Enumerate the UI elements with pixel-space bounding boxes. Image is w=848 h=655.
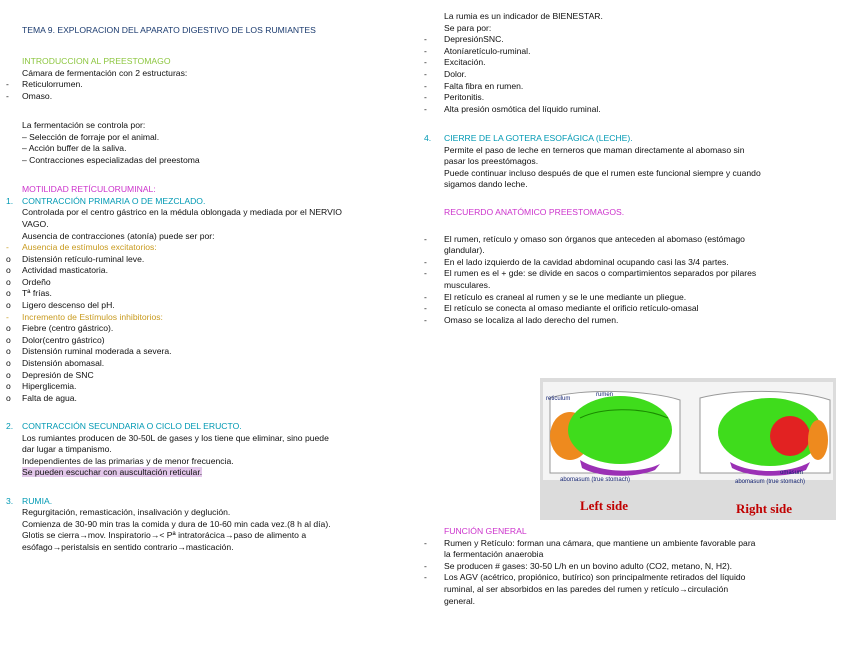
section-4-heading: [424, 133, 844, 145]
list-item-text: Dolor(centro gástrico): [22, 334, 105, 345]
paragraph-line: Regurgitación, remasticación, insalivación y deglución.: [22, 507, 231, 518]
paragraph-line: Comienza de 30-90 min tras la comida y dura de 10-60 min cada vez.(8 h al día).: [22, 518, 331, 529]
section-1-heading: [0, 196, 412, 208]
list-item-continuation: glandular).: [444, 245, 485, 256]
list-item: - DepresiónSNC.: [424, 34, 504, 45]
section-title: CONTRACCIÓN PRIMARIA O DE MEZCLADO.: [22, 195, 206, 206]
intro-line: Cámara de fermentación con 2 estructuras:: [22, 67, 188, 78]
list-item-text: En el lado izquierdo de la cavidad abdominal ocupando casi las 3/4 partes.: [444, 256, 729, 267]
list-item-text: Contracciones especializadas del preestoma: [29, 154, 200, 165]
list-item-text: Fiebre (centro gástrico).: [22, 323, 114, 334]
motility-heading: MOTILIDAD RETÍCULORUMINAL:: [22, 184, 156, 195]
ferm-line: La fermentación se controla por:: [22, 120, 146, 131]
list-item: - El rumen, retículo y omaso son órganos que anteceden al abomaso (estómago: [424, 233, 745, 244]
list-item: - Reticulorrumen.: [6, 79, 83, 90]
paragraph-line: Puede continuar incluso después de que el rumen este funcional siempre y cuando: [444, 167, 761, 178]
label-rumen: rumen: [596, 392, 614, 398]
list-item: - En el lado izquierdo de la cavidad abdominal ocupando casi las 3/4 partes.: [424, 256, 729, 267]
label-reticulum: reticulum: [546, 396, 571, 402]
list-item: o Distensión retículo-ruminal leve.: [6, 253, 145, 264]
section-number: 1.: [6, 195, 14, 206]
paragraph-line: pasar los preestómagos.: [444, 156, 539, 167]
rumia-line: La rumia es un indicador de BIENESTAR.: [444, 11, 603, 21]
list-item-text: Tª frías.: [22, 288, 52, 299]
list-item-text: Excitación.: [444, 57, 486, 68]
list-item-text: Selección de forraje por el animal.: [29, 131, 160, 142]
right-column: [424, 0, 844, 326]
list-item-text: Distensión abomasal.: [22, 358, 105, 369]
paragraph-line: sigamos dando leche.: [444, 179, 528, 190]
section-title: CONTRACCIÓN SECUNDARIA O CICLO DEL ERUCTO.: [22, 421, 242, 431]
list-item-text: El retículo se conecta al omaso mediante el orificio retículo-omasal: [444, 303, 699, 314]
paragraph-line: dar lugar a timpanismo.: [22, 444, 112, 455]
list-item: - Falta fibra en rumen.: [424, 80, 524, 91]
caption-right-side: Right side: [736, 501, 792, 516]
list-item-text: Rumen y Retículo: forman una cámara, que mantiene un ambiente favorable para: [444, 537, 756, 548]
list-item: o Hiperglicemia.: [6, 381, 77, 392]
list-item-text: Alta presión osmótica del líquido ruminal.: [444, 103, 601, 114]
paragraph-line: VAGO.: [22, 218, 49, 229]
list-item-text: Distensión ruminal moderada a severa.: [22, 346, 172, 357]
list-item-continuation: la fermentación anaerobia: [444, 549, 544, 560]
paragraph-line: Controlada por el centro gástrico en la médula oblongada y mediada por el NERVIO: [22, 207, 342, 218]
funcion-heading: FUNCIÓN GENERAL: [444, 526, 527, 536]
paragraph-line: Glotis se cierra→mov. Inspiratorio→< Pª intratorácica→paso de alimento a: [22, 530, 307, 541]
section-number: 3.: [6, 495, 14, 506]
list-item: - Omaso.: [6, 90, 53, 101]
subheading-text: Incremento de Estímulos inhibitorios:: [22, 311, 163, 322]
list-item-text: Los AGV (acétrico, propiónico, butírico) son principalmente retirados del líquido: [444, 572, 746, 583]
funcion-section: [424, 526, 844, 607]
paragraph-line: Ausencia de contracciones (atonía) puede ser por:: [22, 230, 215, 241]
list-item-text: El retículo es craneal al rumen y se le une mediante un pliegue.: [444, 291, 687, 302]
list-item: o Actividad masticatoria.: [6, 265, 108, 276]
list-item: - Se producen # gases: 30-50 L/h en un bovino adulto (CO2, metano, N, H2).: [424, 560, 733, 571]
label-abomasum-left: abomasum (true stomach): [560, 477, 631, 483]
intro-heading: INTRODUCCION AL PREESTOMAGO: [22, 56, 171, 67]
list-item: o Distensión abomasal.: [6, 358, 105, 369]
highlighted-line: [0, 467, 412, 479]
list-item: - Dolor.: [424, 68, 467, 79]
list-item-continuation: general.: [444, 595, 476, 606]
list-item: - Excitación.: [424, 57, 486, 68]
list-item-text: Distensión retículo-ruminal leve.: [22, 253, 145, 264]
list-item: - Rumen y Retículo: forman una cámara, que mantiene un ambiente favorable para: [424, 537, 756, 548]
highlight-text: Se pueden escuchar con auscultación reticular.: [22, 467, 203, 478]
left-column: [0, 0, 412, 554]
list-item: – Contracciones especializadas del preestoma: [22, 154, 200, 165]
list-item: - El retículo es craneal al rumen y se le une mediante un pliegue.: [424, 291, 687, 302]
list-item-text: Hiperglicemia.: [22, 381, 77, 392]
list-item: - Atoníaretículo-ruminal.: [424, 45, 531, 56]
list-item-continuation: ruminal, al ser absorbidos en las paredes del rumen y retículo→circulación: [444, 583, 729, 594]
list-item: - El rumen es el + gde: se divide en sacos o compartimientos separados por pilares: [424, 268, 757, 279]
list-item: – Acción buffer de la saliva.: [22, 143, 127, 154]
list-item: o Tª frías.: [6, 288, 52, 299]
list-item-text: Acción buffer de la saliva.: [28, 143, 127, 154]
list-item: o Fiebre (centro gástrico).: [6, 323, 114, 334]
label-omasum: omasum: [780, 470, 804, 476]
list-item: o Ligero descenso del pH.: [6, 300, 115, 311]
list-item-text: Se producen # gases: 30-50 L/h en un bovino adulto (CO2, metano, N, H2).: [444, 560, 733, 571]
paragraph-line: Los rumiantes producen de 30-50L de gases y los tiene que eliminar, sino puede: [22, 432, 329, 443]
section-title: CIERRE DE LA GOTERA ESOFÁGICA (LECHE).: [444, 132, 633, 143]
stomach-diagram: [540, 378, 836, 520]
list-item: – Selección de forraje por el animal.: [22, 131, 160, 142]
paragraph-line: Permite el paso de leche en terneros que maman directamente al abomaso sin: [444, 144, 745, 155]
paragraph-line: Independientes de las primarias y de menor frecuencia.: [22, 455, 234, 466]
list-item-text: Falta fibra en rumen.: [444, 80, 524, 91]
list-item-text: DepresiónSNC.: [444, 34, 504, 45]
inhib-heading: - Incremento de Estímulos inhibitorios:: [6, 311, 163, 322]
section-3-heading: [0, 496, 412, 508]
list-item: - Los AGV (acétrico, propiónico, butírico) son principalmente retirados del líquido: [424, 572, 746, 583]
section-number: 2.: [6, 421, 14, 431]
list-item: - Alta presión osmótica del líquido ruminal.: [424, 103, 601, 114]
section-2-heading: [0, 421, 412, 433]
para-line: Se para por:: [444, 22, 492, 33]
subheading-text: Ausencia de estímulos excitatorios:: [22, 242, 157, 253]
list-item-text: Actividad masticatoria.: [22, 265, 108, 276]
excit-heading: - Ausencia de estímulos excitatorios:: [6, 242, 157, 253]
section-title: RUMIA.: [22, 495, 53, 506]
caption-left-side: Left side: [580, 498, 629, 513]
paragraph-line: esófago→peristalsis en sentido contrario→masticación.: [22, 541, 234, 552]
list-item: o Depresión de SNC: [6, 369, 94, 380]
list-item: o Falta de agua.: [6, 392, 77, 403]
list-item: - Peritonitis.: [424, 92, 485, 103]
document-title: TEMA 9. EXPLORACION DEL APARATO DIGESTIVO DE LOS RUMIANTES: [22, 25, 316, 35]
list-item-text: Reticulorrumen.: [22, 79, 83, 90]
section-number: 4.: [424, 132, 432, 143]
list-item-text: Depresión de SNC: [22, 369, 94, 380]
list-item: - Omaso se localiza al lado derecho del rumen.: [424, 314, 619, 325]
list-item-text: Ordeño: [22, 276, 51, 287]
list-item-text: El rumen, retículo y omaso son órganos que anteceden al abomaso (estómago: [444, 233, 745, 244]
list-item-text: El rumen es el + gde: se divide en sacos o compartimientos separados por pilares: [444, 268, 757, 279]
list-item: o Dolor(centro gástrico): [6, 334, 105, 345]
list-item-continuation: musculares.: [444, 280, 491, 291]
list-item-text: Omaso se localiza al lado derecho del rumen.: [444, 314, 619, 325]
list-item-text: Peritonitis.: [444, 92, 485, 103]
list-item-text: Falta de agua.: [22, 392, 77, 403]
list-item: o Distensión ruminal moderada a severa.: [6, 346, 172, 357]
recuerdo-heading: RECUERDO ANATÓMICO PREESTOMAGOS.: [444, 206, 625, 217]
list-item-text: Dolor.: [444, 68, 467, 79]
list-item: - El retículo se conecta al omaso mediante el orificio retículo-omasal: [424, 303, 699, 314]
list-item-text: Ligero descenso del pH.: [22, 300, 115, 311]
list-item: o Ordeño: [6, 276, 51, 287]
label-abomasum-right: abomasum (true stomach): [735, 479, 806, 485]
list-item-text: Atoníaretículo-ruminal.: [444, 45, 531, 56]
list-item-text: Omaso.: [22, 90, 53, 101]
